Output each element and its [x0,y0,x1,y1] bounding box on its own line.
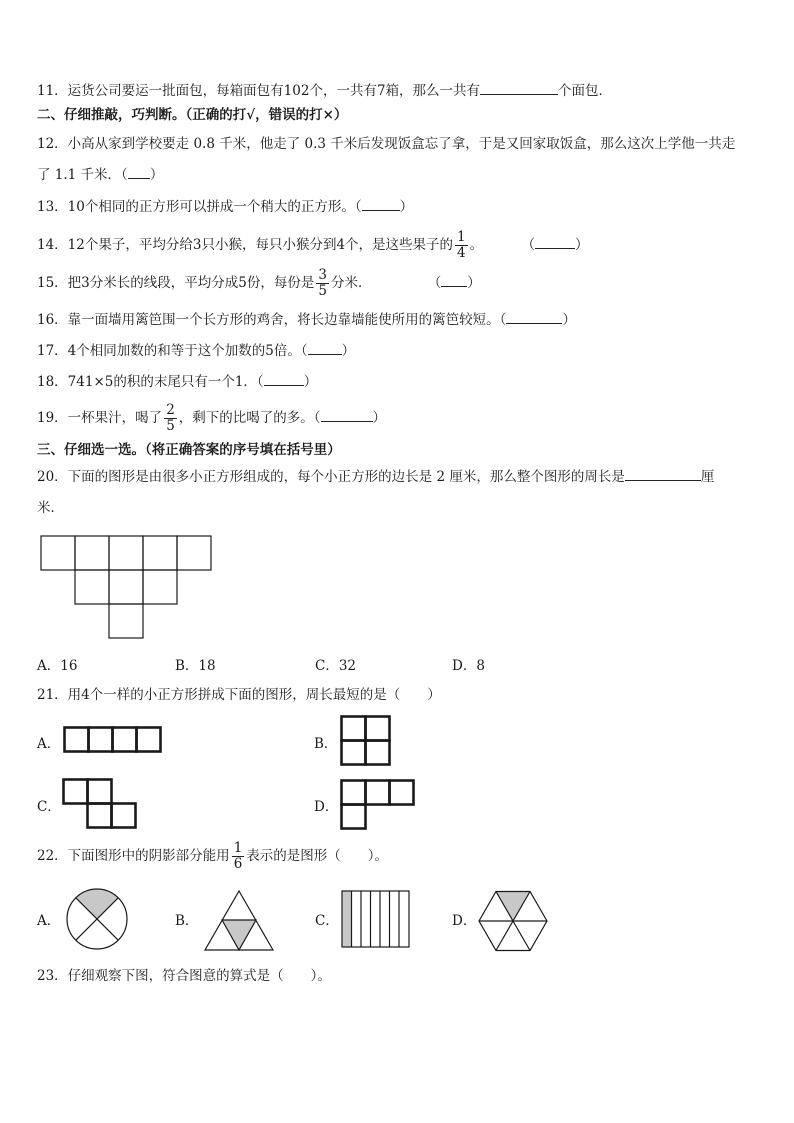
question-13: 13．10个相同的正方形可以拼成一个稍大的正方形。（ ） [37,199,414,215]
q21-shape-b[interactable] [340,715,392,767]
q20-option-c[interactable]: C．32 [315,658,357,674]
question-18: 18．741×5的积的末尾只有一个1．（ ） [37,374,318,390]
q22-option-d-label[interactable]: D． [452,913,477,929]
small-square [75,570,109,604]
q22-circle-figure[interactable] [66,888,128,950]
question-15: 15．把3分米长的线段，平均分成5份，每份是 $\frac{3}{5}$ 分米． （ ） [37,267,481,299]
question-12-line2: 了 1.1 千米．（ ） [37,167,164,183]
question-12-line1: 12．小高从家到学校要走 0.8 千米，他走了 0.3 千米后发现饭盒忘了拿，于是又回家取饭盒，那么这次上学他一共走 [37,136,736,152]
answer-blank[interactable] [362,198,400,211]
small-square [109,570,143,604]
q21-shape-d[interactable] [340,779,416,831]
question-20-line1: 20．下面的图形是由很多小正方形组成的，每个小正方形的边长是 2 厘米，那么整个图形的周长是 厘 [37,469,715,485]
q21-shape-a[interactable] [63,726,165,754]
fraction: $\frac{2}{5}$ [166,402,175,434]
answer-blank[interactable] [506,311,562,324]
answer-blank[interactable] [441,274,467,287]
q21-shape-c[interactable] [62,778,138,830]
small-square [109,536,143,570]
question-21: 21．用4个一样的小正方形拼成下面的图形，周长最短的是（ ） [37,687,441,703]
q22-option-c-label[interactable]: C． [315,913,339,929]
q20-option-b[interactable]: B．18 [175,658,216,674]
q22-triangle-figure[interactable] [204,890,274,952]
question-20-line2: 米． [37,500,64,516]
question-16: 16．靠一面墙用篱笆围一个长方形的鸡舍，将长边靠墙能使所用的篱笆较短。（ ） [37,312,576,328]
fraction: $\frac{1}{4}$ [457,229,466,261]
fraction: $\frac{1}{6}$ [233,840,243,872]
small-square [109,604,143,638]
answer-blank[interactable] [128,166,150,179]
q22-hexagon-figure[interactable] [477,890,549,952]
q21-option-a-label[interactable]: A． [37,736,61,752]
small-square [41,536,75,570]
small-square [143,570,177,604]
q20-option-a[interactable]: A．16 [37,658,78,674]
question-23: 23．仔细观察下图，符合图意的算式是（ ）。 [37,968,331,984]
q22-option-a-label[interactable]: A． [37,913,61,929]
q22-bars-figure[interactable] [341,890,411,948]
small-square [143,536,177,570]
small-square [75,536,109,570]
question-14: 14．12个果子，平均分给3只小猴，每只小猴分到4个，是这些果子的 $\frac{1}{4}$ 。 （ ） [37,229,589,261]
q20-option-d[interactable]: D．8 [452,658,485,674]
answer-blank[interactable] [308,342,342,355]
section-3-title: 三、仔细选一选。（将正确答案的序号填在括号里） [37,442,341,458]
answer-blank[interactable] [480,82,558,95]
answer-blank[interactable] [625,468,701,481]
q21-option-c-label[interactable]: C． [37,799,61,815]
answer-blank[interactable] [535,236,575,249]
question-19: 19．一杯果汁，喝了 $\frac{2}{5}$ ，剩下的比喝了的多。（ ） [37,402,387,434]
answer-blank[interactable] [321,409,373,422]
question-11: 11．运货公司要运一批面包，每箱面包有102个，一共有7箱，那么一共有 个面包． [37,83,613,99]
q20-square-figure [40,535,215,639]
answer-blank[interactable] [264,373,304,386]
question-22: 22．下面图形中的阴影部分能用 $\frac{1}{6}$ 表示的是图形（ ）。 [37,840,389,872]
q22-option-b-label[interactable]: B． [175,913,199,929]
section-2-title: 二、仔细推敲，巧判断。（正确的打√，错误的打×） [37,107,348,123]
q21-option-b-label[interactable]: B． [314,736,338,752]
small-square [177,536,211,570]
q21-option-d-label[interactable]: D． [314,799,339,815]
fraction: $\frac{3}{5}$ [318,267,327,299]
question-17: 17．4个相同加数的和等于这个加数的5倍。（ ） [37,343,356,359]
